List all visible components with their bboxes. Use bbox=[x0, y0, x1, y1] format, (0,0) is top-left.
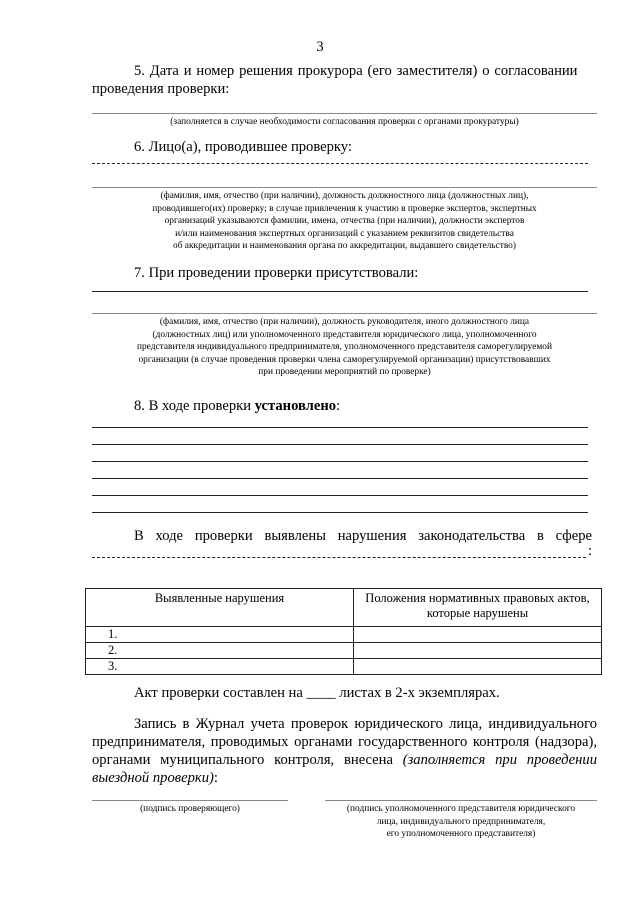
section-8-heading bbox=[134, 397, 340, 415]
act-sheets-line bbox=[134, 684, 500, 702]
journal-paragraph bbox=[92, 715, 597, 787]
section-6-heading: 6. Лицо(а), проводившее проверку: bbox=[134, 139, 352, 155]
act-text: Акт проверки составлен на bbox=[134, 685, 307, 701]
table-cell-number: 2. bbox=[86, 643, 354, 659]
journal-line-2: предпринимателя, проводимых органами государственного контроля (надзора), bbox=[92, 734, 597, 750]
violations-table-header-row bbox=[86, 589, 602, 627]
section-7-note-line: организации (в случае проведения проверки члена саморегулируемой организации) присутствовавших bbox=[138, 354, 551, 365]
section-8-fill-line bbox=[92, 512, 588, 513]
page-number: 3 bbox=[316, 39, 324, 55]
section-6-note-line: организаций указываются фамилии, имена, отчества (при наличии), должности экспертов bbox=[164, 216, 525, 226]
section-8-heading-bold: установлено bbox=[254, 398, 337, 414]
table-row bbox=[86, 659, 602, 675]
section-7-note bbox=[92, 316, 597, 379]
journal-line-4-italic: выездной проверки) bbox=[92, 770, 214, 786]
section-7-fill-line-1 bbox=[92, 291, 588, 292]
section-8-fill-line bbox=[92, 478, 588, 479]
violations-intro: В ходе проверки выявлены нарушения законодательства в сфере bbox=[134, 528, 592, 544]
table-cell-number: 3. bbox=[86, 659, 354, 675]
journal-line-4-end: : bbox=[213, 770, 218, 786]
representative-signature-caption bbox=[325, 803, 597, 841]
section-6-note-line: и/или наименования экспертных организаций с указанием реквизитов свидетельства bbox=[175, 228, 514, 239]
representative-caption-line: лица, индивидуального предпринимателя, bbox=[376, 816, 546, 827]
table-cell bbox=[354, 659, 602, 675]
section-7-note-line: (должностных лиц) или уполномоченного представителя юридического лица, уполномоченного bbox=[152, 329, 537, 340]
violations-table-header: Выявленные нарушения bbox=[86, 589, 354, 627]
inspector-signature-caption: (подпись проверяющего) bbox=[140, 804, 240, 814]
section-5-fill-line bbox=[92, 113, 597, 114]
section-8-heading-text: 8. В ходе проверки bbox=[134, 398, 255, 414]
section-7-fill-line-2 bbox=[92, 313, 597, 314]
table-row bbox=[86, 643, 602, 659]
act-text-end: листах в 2-х экземплярах. bbox=[335, 685, 500, 701]
violations-field-colon: : bbox=[588, 543, 593, 559]
act-sheets-blank: ____ bbox=[306, 685, 336, 701]
journal-line-3 bbox=[92, 751, 597, 769]
section-6-note-line: (фамилия, имя, отчество (при наличии), должность должностного лица (должностных лиц), bbox=[160, 191, 529, 201]
section-8-heading-colon: : bbox=[336, 398, 341, 414]
representative-caption-line: (подпись уполномоченного представителя юридического bbox=[346, 804, 576, 814]
section-7-note-line: (фамилия, имя, отчество (при наличии), должность руководителя, иного должностного лица bbox=[159, 317, 530, 327]
section-6-fill-line-1 bbox=[92, 163, 588, 164]
table-cell-number: 1. bbox=[86, 627, 354, 643]
section-6-note bbox=[92, 190, 597, 253]
journal-line-3-text: органами муниципального контроля, внесена bbox=[92, 752, 403, 768]
section-6-note-line: об аккредитации и наименования органа по аккредитации, выдавшего свидетельство) bbox=[173, 241, 516, 251]
representative-signature-line bbox=[325, 800, 597, 801]
section-7-note-line: при проведении мероприятий по проверке) bbox=[258, 367, 431, 377]
section-7-heading: 7. При проведении проверки присутствовали: bbox=[134, 265, 419, 281]
section-8-fill-line bbox=[92, 461, 588, 462]
section-8-fill-line bbox=[92, 427, 588, 428]
section-7-note-line: представителя индивидуального предпринимателя, уполномоченного представителя саморегулируемой bbox=[136, 342, 553, 352]
violations-table bbox=[85, 588, 602, 675]
section-5-line-2: проведения проверки: bbox=[92, 81, 230, 97]
table-cell bbox=[354, 643, 602, 659]
section-8-fill-line bbox=[92, 444, 588, 445]
journal-line-1: Запись в Журнал учета проверок юридического лица, индивидуального bbox=[134, 716, 597, 732]
violations-table-header: Положения нормативных правовых актов, которые нарушены bbox=[354, 589, 602, 627]
section-8-fill-line bbox=[92, 495, 588, 496]
section-6-fill-line-2 bbox=[92, 187, 597, 188]
table-row bbox=[86, 627, 602, 643]
journal-line-3-italic: (заполняется при проведении bbox=[402, 752, 597, 768]
representative-caption-line: его уполномоченного представителя) bbox=[386, 829, 536, 839]
inspector-signature-line bbox=[92, 800, 288, 801]
section-5-line-1: 5. Дата и номер решения прокурора (его заместителя) о согласовании bbox=[134, 63, 578, 79]
journal-line-4 bbox=[92, 769, 597, 787]
section-6-note-line: проводившего(их) проверку; в случае привлечения к участию в проверке экспертов, экспертных bbox=[152, 203, 537, 214]
section-5-note: (заполняется в случае необходимости согласования проверки с органами прокуратуры) bbox=[170, 117, 519, 127]
violations-field-line bbox=[92, 557, 586, 558]
table-cell bbox=[354, 627, 602, 643]
